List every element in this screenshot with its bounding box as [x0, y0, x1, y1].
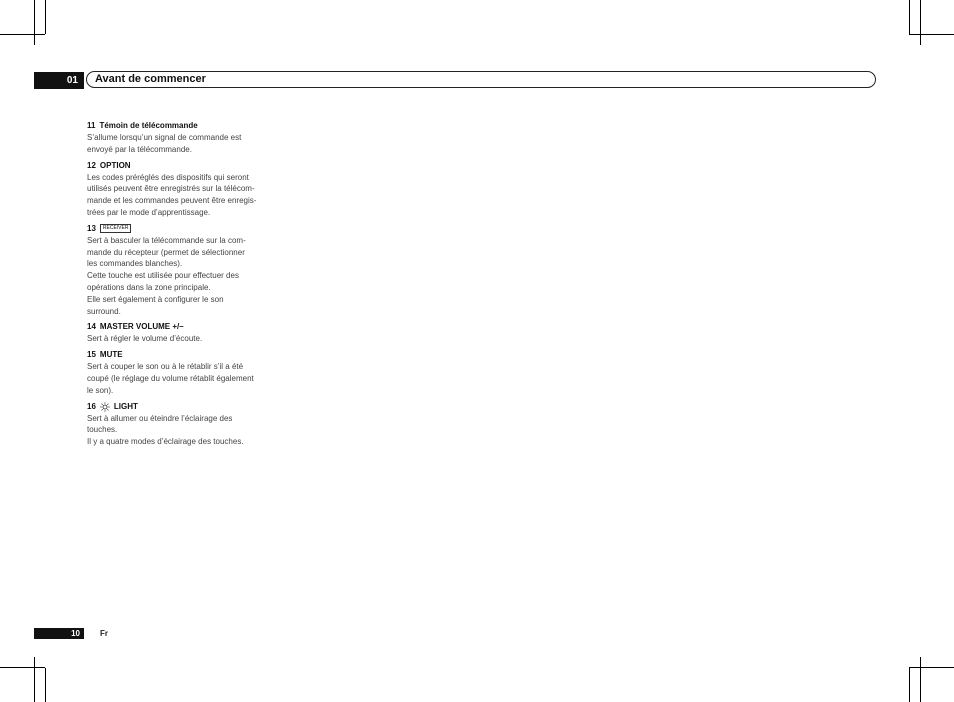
item-heading	[87, 349, 275, 361]
item-list	[87, 120, 275, 452]
crop-mark-bottom-right-v	[920, 657, 921, 702]
crop-mark-top-left-h	[0, 34, 45, 35]
item-description: Sert à couper le son ou à le rétablir s’il a été coupé (le réglage du volume rétablit également le son).	[87, 362, 254, 395]
item-title: MASTER VOLUME +/–	[99, 322, 184, 332]
crop-mark-top-right-v	[920, 0, 921, 45]
chapter-title: Avant de commencer	[95, 73, 206, 85]
list-item	[87, 160, 275, 219]
item-heading	[87, 401, 275, 413]
crop-mark-top-right-v2	[909, 0, 910, 34]
crop-mark-bottom-right-v2	[909, 668, 910, 702]
chapter-header-bar	[86, 71, 876, 88]
item-heading	[87, 223, 275, 235]
item-number: 14	[87, 322, 96, 332]
list-item	[87, 223, 275, 318]
item-number: 13	[87, 223, 96, 233]
crop-mark-top-right-h	[909, 34, 954, 35]
item-heading	[87, 321, 275, 333]
language-label: Fr	[100, 629, 108, 638]
item-description: Sert à basculer la télécommande sur la com- mande du récepteur (permet de sélectionner les commandes blanches). Cette touche est utilisée pour effectuer des opérations dans la zone principale. Elle sert également à configurer le son surround.	[87, 235, 246, 316]
list-item	[87, 349, 275, 396]
list-item	[87, 321, 275, 345]
crop-mark-bottom-right-h	[909, 667, 954, 668]
item-title: OPTION	[99, 160, 131, 170]
item-heading	[87, 120, 275, 132]
item-number: 12	[87, 160, 96, 170]
crop-mark-bottom-left-v	[34, 657, 35, 702]
item-heading	[87, 160, 275, 172]
item-number: 11	[87, 121, 96, 130]
receiver-button-badge: RECEIVER	[100, 224, 132, 233]
item-description: S’allume lorsqu’un signal de commande est envoyé par la télécommande.	[87, 133, 242, 154]
item-description: Sert à allumer ou éteindre l’éclairage des touches. Il y a quatre modes d’éclairage des touches.	[87, 413, 244, 447]
crop-mark-bottom-left-h	[0, 667, 45, 668]
item-title: Témoin de télécommande	[99, 121, 198, 130]
item-description: Sert à régler le volume d’écoute.	[87, 334, 203, 344]
list-item	[87, 401, 275, 448]
item-number: 15	[87, 350, 96, 360]
chapter-number: 01	[34, 72, 84, 89]
page-number: 10	[34, 628, 84, 639]
crop-mark-top-left-v	[34, 0, 35, 45]
item-title: MUTE	[99, 350, 123, 360]
item-description: Les codes préréglés des dispositifs qui seront utilisés peuvent être enregistrés sur la télécom- mande et les commandes peuvent être enregis- trées par le mode d’apprentissage.	[87, 172, 257, 217]
item-number: 16	[87, 401, 96, 411]
list-item	[87, 120, 275, 156]
light-sun-icon	[100, 402, 110, 412]
item-title: LIGHT	[113, 401, 138, 411]
crop-mark-top-left-v2	[45, 0, 46, 34]
crop-mark-bottom-left-v2	[45, 668, 46, 702]
